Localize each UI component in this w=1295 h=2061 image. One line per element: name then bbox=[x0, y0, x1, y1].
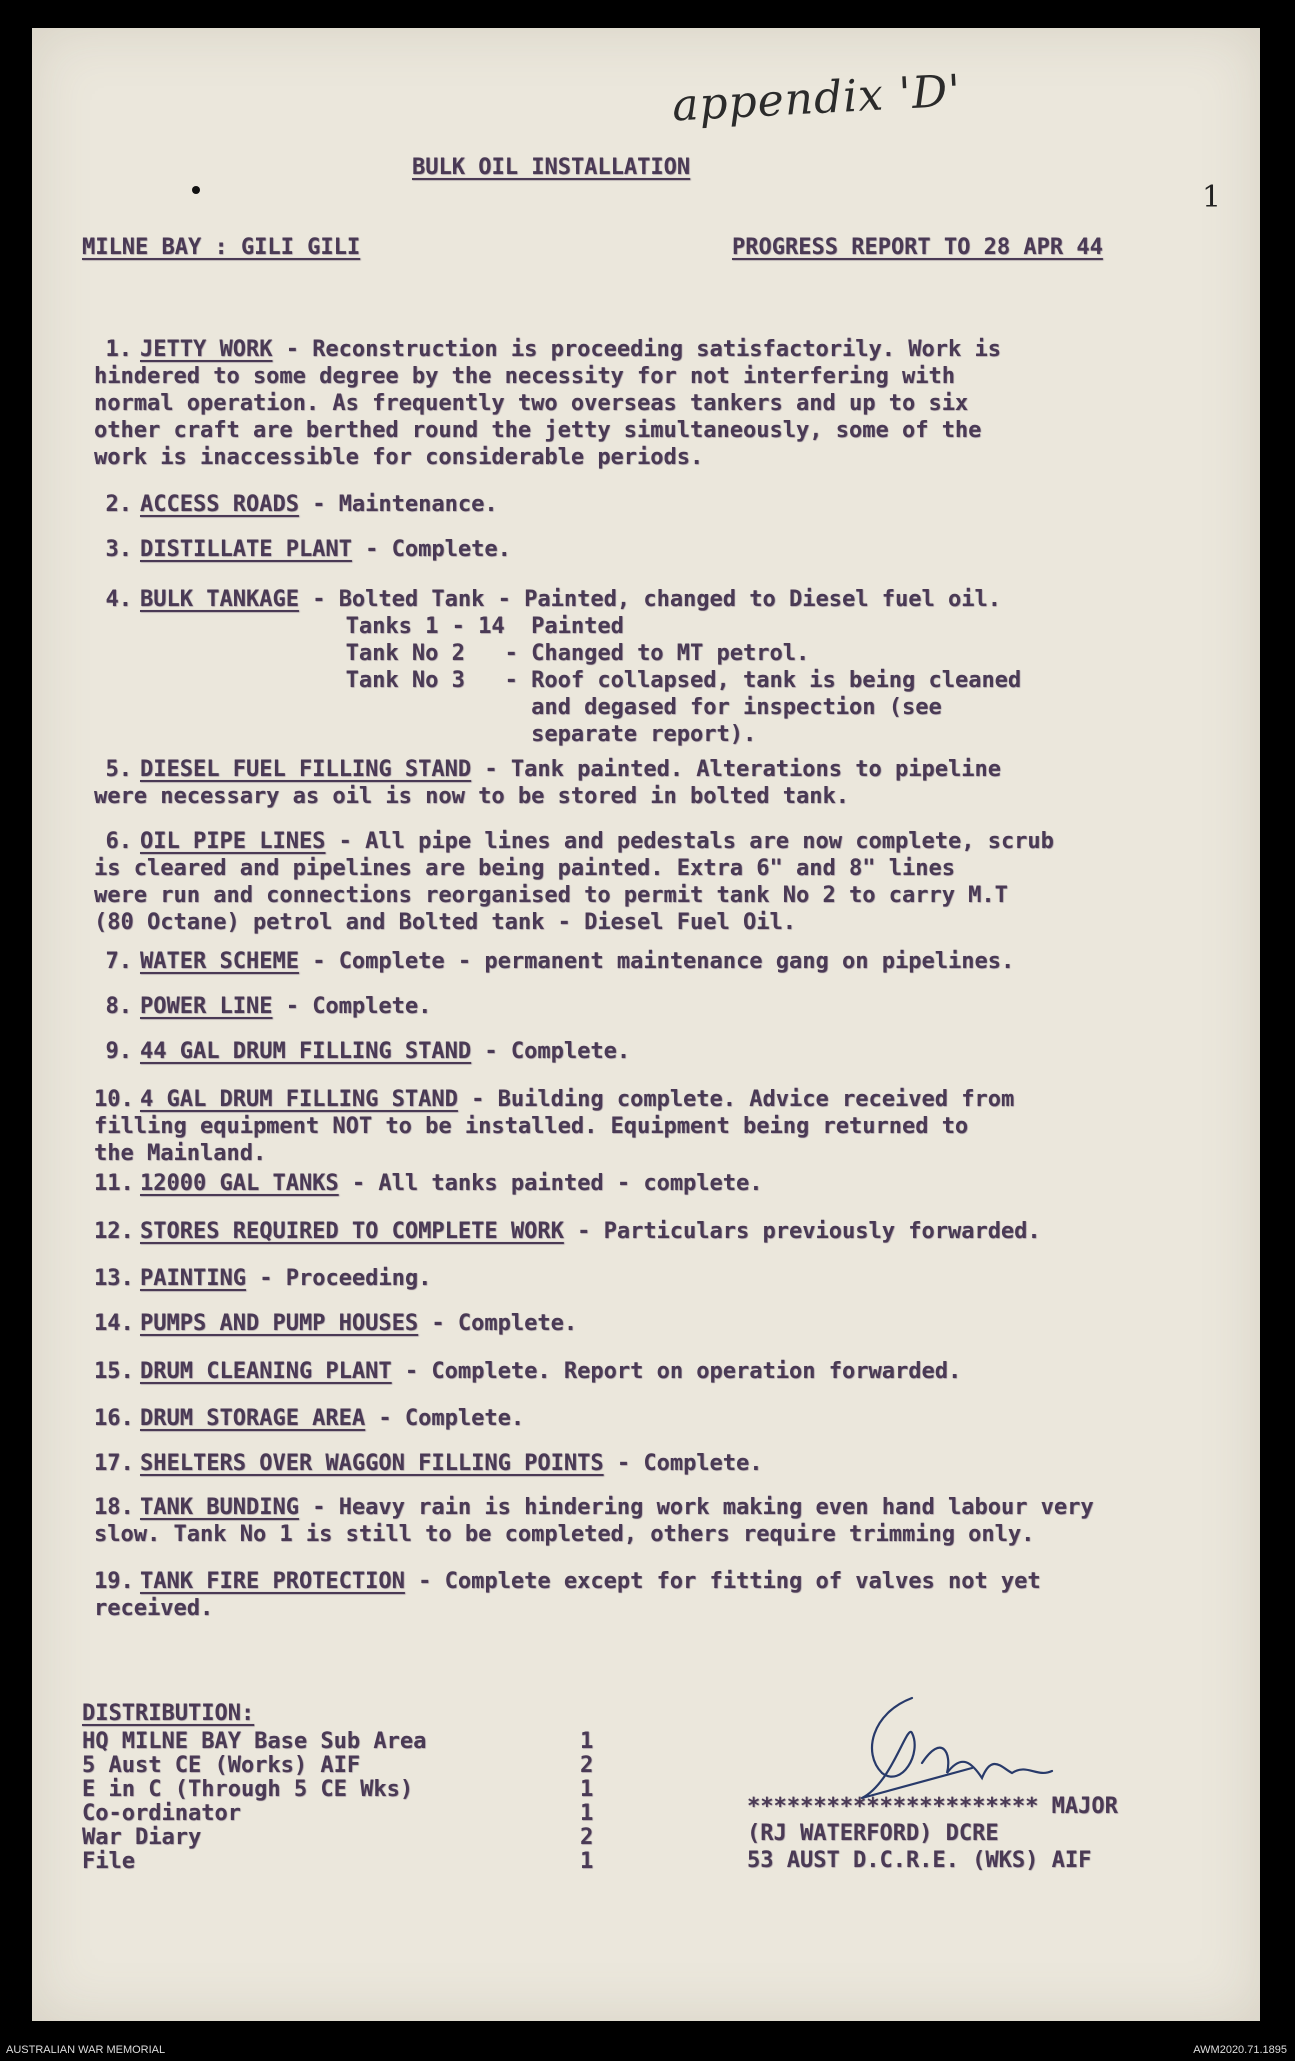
report-item bbox=[94, 1218, 1144, 1245]
item-number: 16. bbox=[94, 1406, 134, 1431]
item-number: 15. bbox=[94, 1359, 134, 1384]
item-number: 14. bbox=[94, 1311, 134, 1336]
item-number: 11. bbox=[94, 1171, 134, 1196]
report-item bbox=[94, 536, 1144, 563]
report-item bbox=[94, 1358, 1144, 1385]
item-number: 18. bbox=[94, 1495, 134, 1520]
report-item bbox=[94, 1568, 1144, 1622]
report-item bbox=[94, 336, 1144, 471]
item-number: 5. bbox=[105, 757, 132, 782]
item-heading: WATER SCHEME bbox=[140, 949, 299, 974]
item-text: - Complete. bbox=[351, 537, 511, 562]
report-item bbox=[94, 1265, 1144, 1292]
item-text: - Complete except for fitting of valves not yet received. bbox=[94, 1569, 1041, 1621]
distribution-heading: DISTRIBUTION: bbox=[82, 1701, 255, 1726]
archive-reference: AWM2020.71.1895 bbox=[1193, 2044, 1287, 2056]
report-item bbox=[94, 1310, 1144, 1337]
item-number: 17. bbox=[94, 1451, 134, 1476]
distribution-copies: 1 bbox=[580, 1729, 594, 1754]
item-text: - Complete. bbox=[272, 994, 432, 1019]
distribution-recipient: 5 Aust CE (Works) AIF bbox=[82, 1753, 361, 1778]
item-heading: DRUM STORAGE AREA bbox=[140, 1406, 366, 1431]
item-heading: BULK TANKAGE bbox=[140, 587, 299, 612]
item-heading: OIL PIPE LINES bbox=[140, 829, 326, 854]
document-page bbox=[32, 28, 1260, 2021]
item-number: 12. bbox=[94, 1219, 134, 1244]
signature-line: ********************** MAJOR bbox=[747, 1794, 1118, 1819]
item-heading: SHELTERS OVER WAGGON FILLING POINTS bbox=[140, 1451, 604, 1476]
report-item bbox=[94, 1086, 1144, 1167]
item-heading: 44 GAL DRUM FILLING STAND bbox=[140, 1039, 472, 1064]
report-item bbox=[94, 1494, 1144, 1548]
item-heading: DIESEL FUEL FILLING STAND bbox=[140, 757, 472, 782]
item-text: - Complete. bbox=[418, 1311, 578, 1336]
distribution-copies: 2 bbox=[580, 1825, 594, 1850]
item-text: - All pipe lines and pedestals are now complete, scrub is cleared and pipelines are being painted. Extra 6" and 8" lines were run and connections reorganised to permit tank No 2 to carry M.T (80 Octane) petrol and Bolted tank - Diesel Fuel Oil. bbox=[94, 829, 1054, 935]
item-number: 9. bbox=[105, 1039, 132, 1064]
item-text: - All tanks painted - complete. bbox=[338, 1171, 763, 1196]
item-text: - Heavy rain is hindering work making even hand labour very slow. Tank No 1 is still to be completed, others require trimming only. bbox=[94, 1495, 1094, 1547]
item-heading: POWER LINE bbox=[140, 994, 273, 1019]
archive-footer bbox=[0, 2032, 1295, 2061]
item-text: - Building complete. Advice received from filling equipment NOT to be installed. Equipment being returned to the Mainland. bbox=[94, 1087, 1015, 1166]
distribution-copies: 1 bbox=[580, 1849, 594, 1874]
item-number: 13. bbox=[94, 1266, 134, 1291]
item-text: - Bolted Tank - Painted, changed to Diesel fuel oil. Tanks 1 - 14 Painted Tank No 2 - Changed to MT petrol. Tank No 3 - Roof collapsed, tank is being cleaned and degased for inspection (see separate report). bbox=[312, 587, 1022, 747]
report-item bbox=[94, 993, 1144, 1020]
item-number: 19. bbox=[94, 1569, 134, 1594]
report-item bbox=[94, 828, 1144, 936]
signatory-unit: 53 AUST D.C.R.E. (WKS) AIF bbox=[747, 1848, 1092, 1873]
report-heading: PROGRESS REPORT TO 28 APR 44 bbox=[732, 235, 1103, 260]
item-number: 6. bbox=[105, 829, 132, 854]
item-heading: STORES REQUIRED TO COMPLETE WORK bbox=[140, 1219, 564, 1244]
item-number: 3. bbox=[105, 537, 132, 562]
item-heading: TANK FIRE PROTECTION bbox=[140, 1569, 405, 1594]
distribution-recipient: File bbox=[82, 1849, 135, 1874]
distribution-copies: 1 bbox=[580, 1801, 594, 1826]
report-item bbox=[94, 1405, 1144, 1432]
item-text: - Maintenance. bbox=[298, 492, 498, 517]
item-heading: JETTY WORK bbox=[140, 337, 273, 362]
document-title: BULK OIL INSTALLATION bbox=[412, 155, 691, 180]
distribution-copies: 2 bbox=[580, 1753, 594, 1778]
handwritten-appendix-label: appendix 'D' bbox=[670, 65, 963, 132]
distribution-recipient: Co-ordinator bbox=[82, 1801, 241, 1826]
item-number: 7. bbox=[105, 949, 132, 974]
item-heading: TANK BUNDING bbox=[140, 1495, 299, 1520]
item-heading: PUMPS AND PUMP HOUSES bbox=[140, 1311, 419, 1336]
item-heading: 12000 GAL TANKS bbox=[140, 1171, 339, 1196]
punch-hole-mark bbox=[192, 186, 200, 194]
report-item bbox=[94, 756, 1144, 810]
item-text: - Complete. bbox=[365, 1406, 525, 1431]
report-item bbox=[94, 586, 1144, 748]
location-heading: MILNE BAY : GILI GILI bbox=[82, 235, 361, 260]
distribution-recipient: E in C (Through 5 CE Wks) bbox=[82, 1777, 414, 1802]
item-heading: ACCESS ROADS bbox=[140, 492, 299, 517]
report-item bbox=[94, 1170, 1144, 1197]
distribution-copies: 1 bbox=[580, 1777, 594, 1802]
item-number: 2. bbox=[105, 492, 132, 517]
item-number: 1. bbox=[105, 337, 132, 362]
signatory-name: (RJ WATERFORD) DCRE bbox=[747, 1821, 999, 1846]
distribution-recipient: War Diary bbox=[82, 1825, 202, 1850]
item-text: - Complete. bbox=[603, 1451, 763, 1476]
item-text: - Complete. bbox=[471, 1039, 631, 1064]
item-text: - Complete - permanent maintenance gang on pipelines. bbox=[298, 949, 1015, 974]
distribution-recipient: HQ MILNE BAY Base Sub Area bbox=[82, 1729, 427, 1754]
item-heading: DISTILLATE PLANT bbox=[140, 537, 352, 562]
handwritten-signature bbox=[852, 1693, 1092, 1803]
item-heading: DRUM CLEANING PLANT bbox=[140, 1359, 392, 1384]
report-item bbox=[94, 1038, 1144, 1065]
item-heading: 4 GAL DRUM FILLING STAND bbox=[140, 1087, 458, 1112]
page-number-mark: 1 bbox=[1202, 180, 1222, 215]
archive-name: AUSTRALIAN WAR MEMORIAL bbox=[6, 2044, 166, 2056]
report-item bbox=[94, 948, 1144, 975]
item-heading: PAINTING bbox=[140, 1266, 246, 1291]
item-number: 4. bbox=[105, 587, 132, 612]
report-item bbox=[94, 1450, 1144, 1477]
report-item bbox=[94, 491, 1144, 518]
item-text: - Particulars previously forwarded. bbox=[563, 1219, 1041, 1244]
item-text: - Tank painted. Alterations to pipeline were necessary as oil is now to be stored in bolted tank. bbox=[94, 757, 1001, 809]
item-text: - Proceeding. bbox=[245, 1266, 432, 1291]
item-number: 10. bbox=[94, 1087, 134, 1112]
item-number: 8. bbox=[105, 994, 132, 1019]
item-text: - Reconstruction is proceeding satisfactorily. Work is hindered to some degree by the necessity for not interfering with normal operation. As frequently two overseas tankers and up to six other craft are berthed round the jetty simultaneously, some of the work is inaccessible for considerable periods. bbox=[94, 337, 1001, 470]
item-text: - Complete. Report on operation forwarded. bbox=[391, 1359, 962, 1384]
